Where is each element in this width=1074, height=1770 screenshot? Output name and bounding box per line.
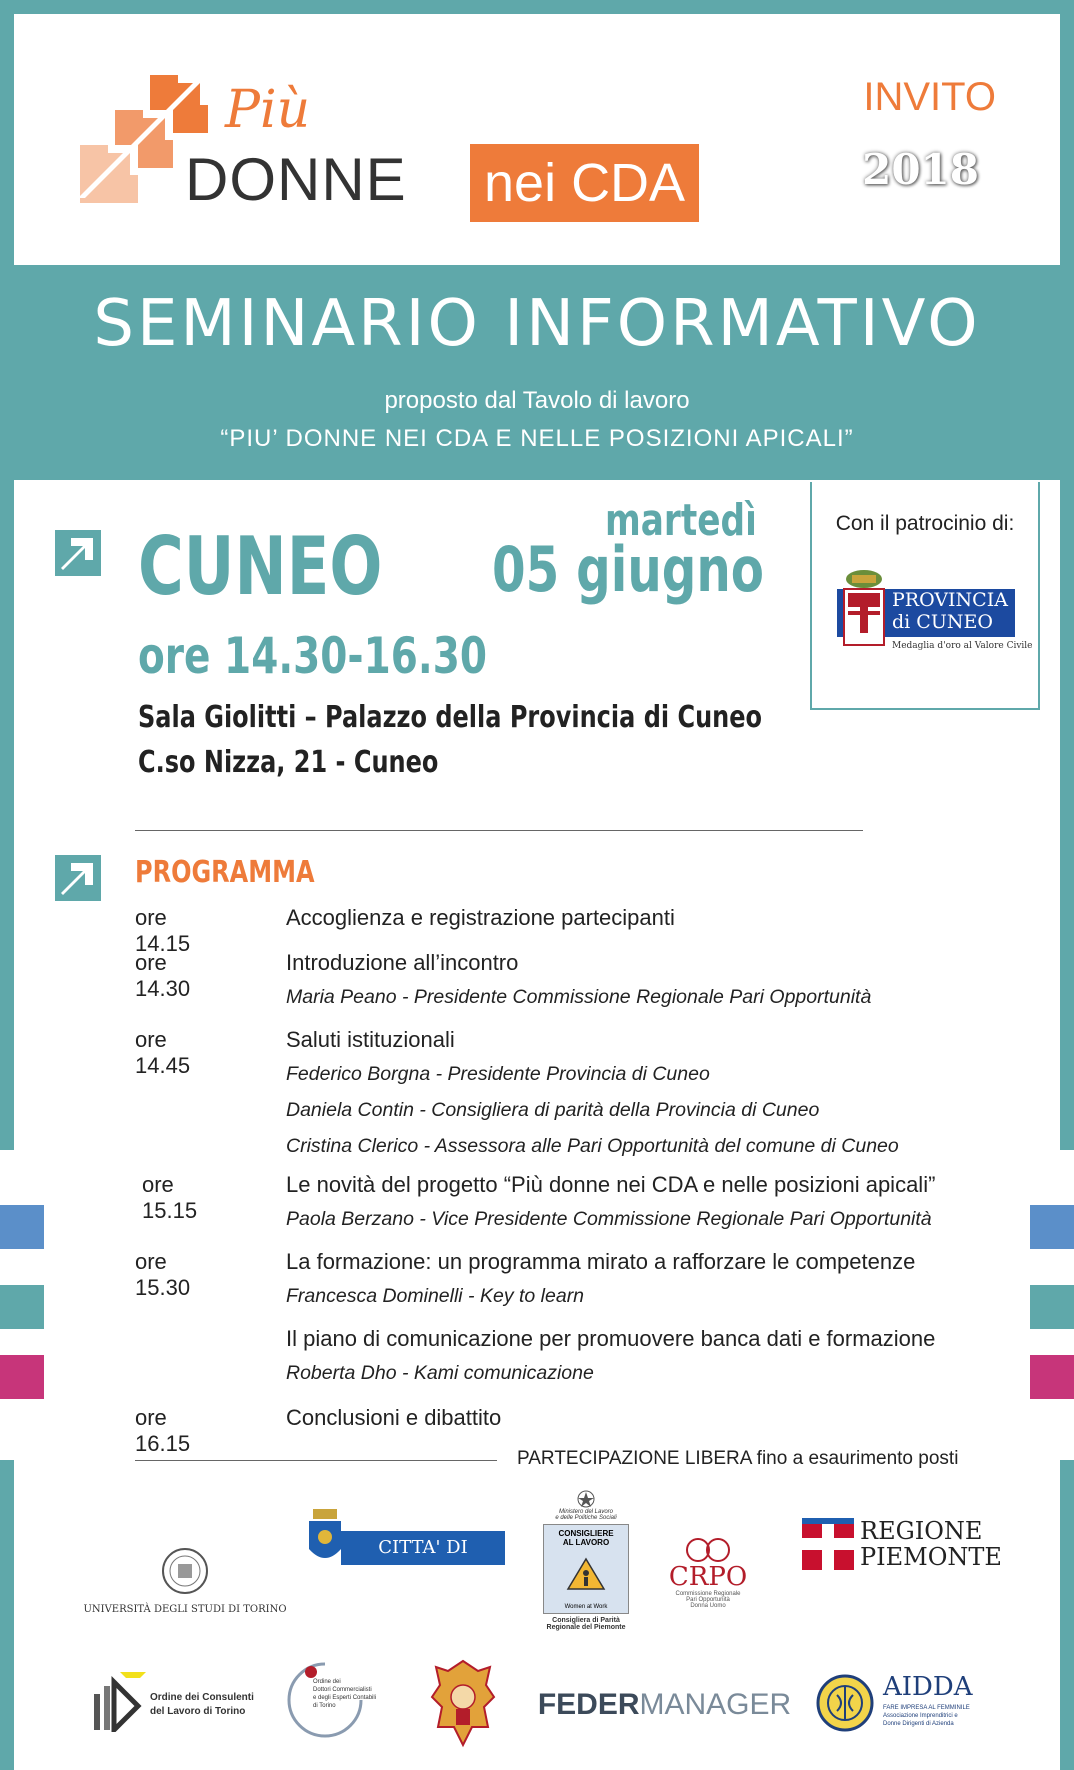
consigliere-sign-text: Women at Work xyxy=(564,1604,608,1610)
programme-item-title: Il piano di comunicazione per promuovere banca dati e formazione xyxy=(286,1326,936,1351)
programme-speaker: Maria Peano - Presidente Commissione Regionale Pari Opportunità xyxy=(286,986,872,1008)
patronage-label: Con il patrocinio di: xyxy=(835,512,1015,535)
saint-emblem-logo xyxy=(425,1655,500,1750)
crpo-faces-icon xyxy=(678,1537,738,1563)
consigliere-title-1: CONSIGLIERE xyxy=(558,1529,614,1538)
decor-square-blue xyxy=(0,1205,44,1249)
consigliere-logo xyxy=(540,1480,632,1640)
banner-subtitle-2: “PIU’ DONNE NEI CDA E NELLE POSIZIONI APICALI” xyxy=(220,425,854,452)
patronage-box xyxy=(810,482,1040,710)
frame-bottom-right xyxy=(1060,1460,1074,1770)
consigliere-badge xyxy=(543,1524,629,1614)
provincia-line2: di CUNEO xyxy=(892,611,993,633)
programme-speaker: Federico Borgna - Presidente Provincia di Cuneo xyxy=(286,1063,710,1085)
provincia-cuneo-logo xyxy=(834,567,1033,667)
programme-speaker: Cristina Clerico - Assessora alle Pari Opportunità del comune di Cuneo xyxy=(286,1135,899,1157)
decor-square-teal xyxy=(1030,1285,1074,1329)
programme-title: PROGRAMMA xyxy=(135,855,315,890)
frame-top xyxy=(0,0,1074,14)
federmanager-text-b: MANAGER xyxy=(639,1688,792,1721)
event-venue: Sala Giolitti – Palazzo della Provincia di Cuneo xyxy=(138,700,762,735)
divider xyxy=(135,1460,497,1461)
consulenti-mark-icon xyxy=(90,1672,146,1732)
aidda-sub-1: FARE IMPRESA AL FEMMINILE xyxy=(883,1705,970,1711)
torino-crest-icon xyxy=(307,1509,343,1567)
event-city: CUNEO xyxy=(138,520,383,613)
consigliere-bottom-2: Regionale del Piemonte xyxy=(546,1624,626,1631)
programme-item-title: Le novità del progetto “Più donne nei CDA e nelle posizioni apicali” xyxy=(286,1172,936,1197)
commercialisti-logo xyxy=(285,1660,395,1740)
programme-time: ore 14.45 xyxy=(135,1027,191,1078)
year-label: 2018 xyxy=(862,145,979,194)
title-banner xyxy=(0,265,1074,480)
participation-bold: PARTECIPAZIONE LIBERA xyxy=(517,1448,752,1469)
commercialisti-line-4: di Torino xyxy=(313,1703,336,1709)
federmanager-text-a: FEDER xyxy=(537,1688,640,1721)
programme-speaker: Francesca Dominelli - Key to learn xyxy=(286,1285,585,1307)
programme-time: ore 15.30 xyxy=(135,1249,191,1300)
participation-note xyxy=(517,1448,958,1470)
provincia-line1: PROVINCIA xyxy=(892,589,1008,611)
programme-item-title: Saluti istituzionali xyxy=(286,1027,455,1052)
invito-label: INVITO xyxy=(863,75,996,119)
frame-left xyxy=(0,0,14,1150)
aidda-logo xyxy=(815,1668,985,1738)
programme-time: ore 14.15 xyxy=(135,905,191,956)
programme-speaker: Daniela Contin - Consigliera di parità della Provincia di Cuneo xyxy=(286,1099,820,1121)
unito-text: UNIVERSITÀ DEGLI STUDI DI TORINO xyxy=(83,1603,287,1615)
provincia-caption: Medaglia d'oro al Valore Civile xyxy=(892,641,1033,651)
programme-item-title: Introduzione all’incontro xyxy=(286,950,519,975)
programme-item-title: Accoglienza e registrazione partecipanti xyxy=(286,905,675,930)
warning-sign-icon xyxy=(566,1557,606,1591)
citta-torino-logo xyxy=(305,1505,505,1592)
commercialisti-line-2: Dottori Commercialisti xyxy=(313,1687,372,1693)
italy-emblem-icon xyxy=(576,1489,596,1509)
divider xyxy=(135,830,863,831)
unito-logo xyxy=(80,1530,290,1630)
piemonte-flag-icon xyxy=(802,1518,854,1570)
programme-time: ore 14.30 xyxy=(135,950,191,1001)
consigliere-ministry-1: Ministero del Lavoro xyxy=(558,1509,614,1515)
unito-seal-icon xyxy=(160,1546,210,1596)
regione-line-2: PIEMONTE xyxy=(860,1543,1002,1571)
decor-square-magenta xyxy=(0,1355,44,1399)
programme-item-title: La formazione: un programma mirato a rafforzare le competenze xyxy=(286,1249,916,1274)
commercialisti-line-3: e degli Esperti Contabili xyxy=(313,1695,377,1701)
commercialisti-line-1: Ordine dei xyxy=(313,1679,341,1685)
consulenti-lavoro-logo xyxy=(90,1670,255,1735)
event-weekday: martedì xyxy=(605,495,757,546)
decor-square-teal xyxy=(0,1285,44,1329)
crpo-sub-3: Donna Uomo xyxy=(690,1602,726,1609)
crpo-logo xyxy=(668,1525,748,1620)
programme-time: ore 15.15 xyxy=(142,1172,198,1223)
consigliere-title-2: AL LAVORO xyxy=(562,1538,610,1547)
frame-bottom-left xyxy=(0,1460,14,1770)
regione-piemonte-logo xyxy=(800,1510,1002,1580)
regione-line-1: REGIONE xyxy=(860,1517,983,1545)
saint-emblem-icon xyxy=(428,1657,498,1749)
federmanager-logo xyxy=(535,1685,790,1725)
aidda-text: AIDDA xyxy=(883,1672,973,1702)
banner-subtitle-1: proposto dal Tavolo di lavoro xyxy=(384,387,690,414)
arrow-bullet-icon xyxy=(55,530,101,576)
consulenti-line-2: del Lavoro di Torino xyxy=(150,1706,246,1717)
logo-donne-text: DONNE xyxy=(185,146,407,213)
programme-speaker: Roberta Dho - Kami comunicazione xyxy=(286,1362,594,1384)
decor-square-blue xyxy=(1030,1205,1074,1249)
programme-speaker: Paola Berzano - Vice Presidente Commissione Regionale Pari Opportunità xyxy=(286,1208,932,1230)
consigliere-ministry-2: e delle Politiche Sociali xyxy=(555,1515,617,1521)
event-date: 05 giugno xyxy=(492,533,765,606)
aidda-seal-icon xyxy=(815,1673,875,1733)
logo-nei-cda-text: nei CDA xyxy=(470,144,699,222)
project-logo xyxy=(75,70,715,220)
arrow-bullet-icon xyxy=(55,855,101,901)
decor-square-magenta xyxy=(1030,1355,1074,1399)
aidda-sub-3: Donne Dirigenti di Azienda xyxy=(883,1721,954,1727)
crpo-sub-1: Commissione Regionale xyxy=(675,1590,741,1597)
event-time: ore 14.30-16.30 xyxy=(138,627,487,685)
event-address: C.so Nizza, 21 - Cuneo xyxy=(138,745,439,780)
crpo-text: CRPO xyxy=(668,1561,748,1592)
torino-text: CITTA' DI TORINO xyxy=(341,1531,505,1565)
crpo-sub-2: Pari Opportunità xyxy=(686,1596,730,1603)
consigliere-bottom-1: Consigliera di Parità xyxy=(552,1617,620,1624)
logo-piu-text: Più xyxy=(225,80,311,140)
seminar-title: SEMINARIO INFORMATIVO xyxy=(93,287,981,361)
consulenti-line-1: Ordine dei Consulenti xyxy=(150,1692,254,1703)
aidda-sub-2: Associazione Imprenditrici e xyxy=(883,1713,958,1719)
programme-time: ore 16.15 xyxy=(135,1405,191,1456)
programme-item-title: Conclusioni e dibattito xyxy=(286,1405,502,1430)
frame-right xyxy=(1060,0,1074,1150)
participation-rest: fino a esaurimento posti xyxy=(751,1448,959,1469)
